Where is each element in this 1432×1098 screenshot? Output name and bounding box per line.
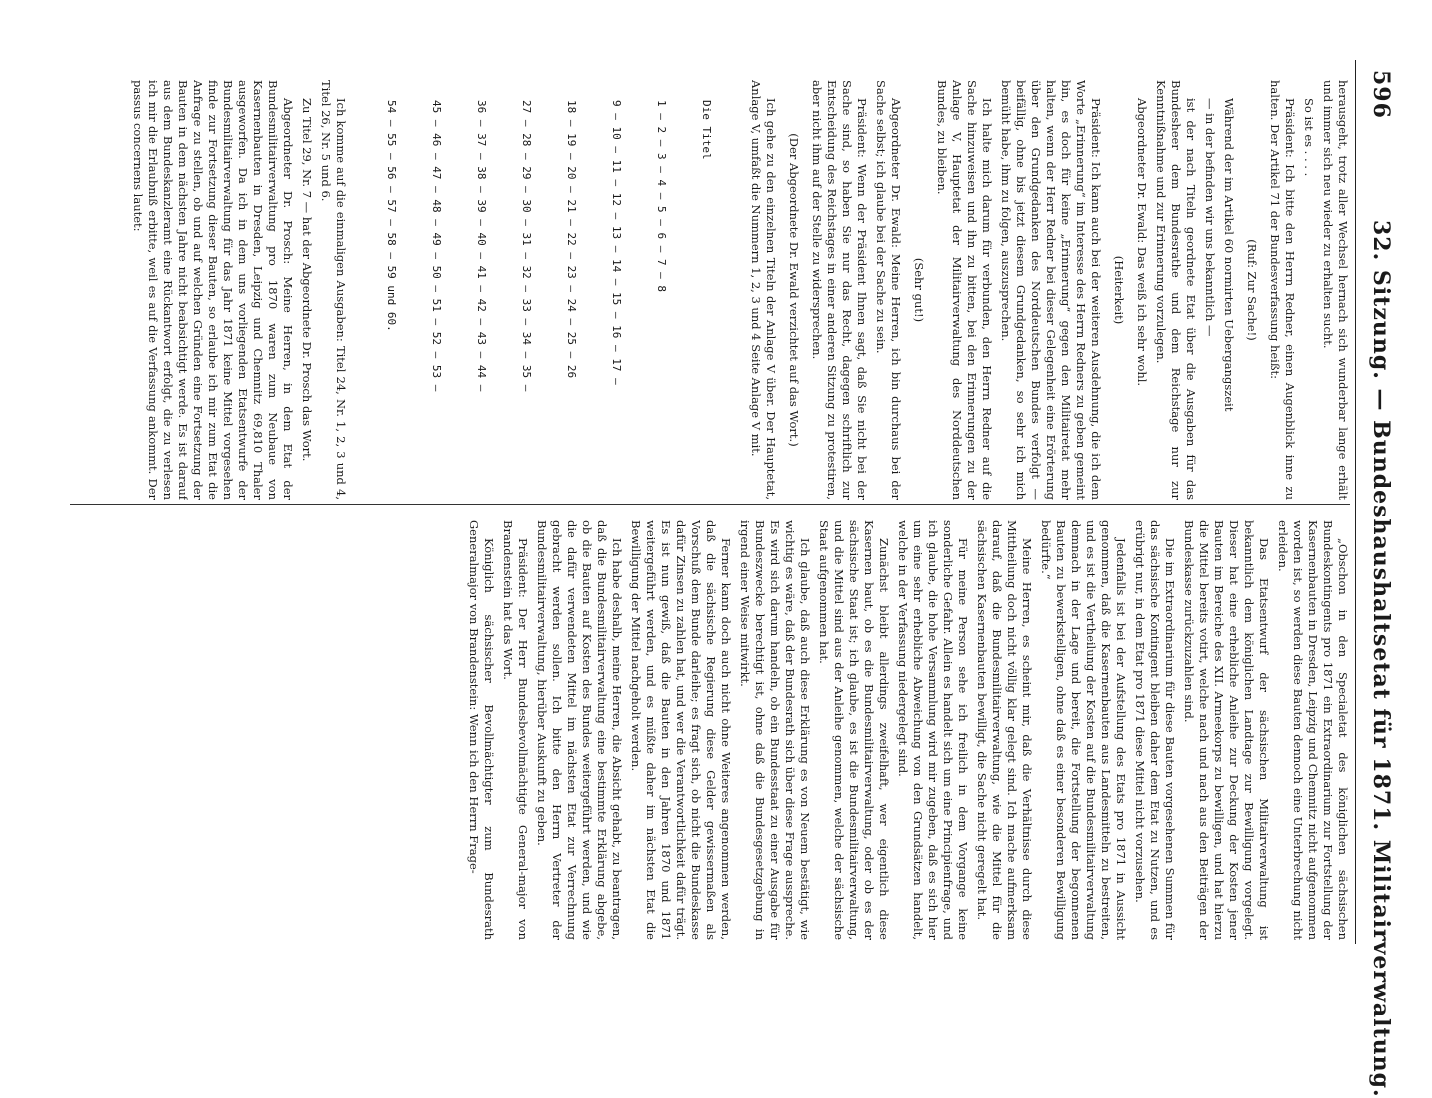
right-column — [60, 520, 1350, 940]
stage-direction: (Sehr gut!) — [912, 257, 926, 323]
quote: ist der nach Titeln geordnete Etat über die Ausgaben für das Bundesheer dem Bundesrathe und dem Reichstage nur zur Kenntnißnahme und zur Erinnerung vorzulegen. — [1154, 80, 1198, 500]
running-title: 32. Sitzung. — Bundeshaushaltsetat für 1871. Militairverwaltung. — [1368, 220, 1394, 1098]
paragraph: Ich komme auf die einmaligen Ausgaben: Titel 24, Nr. 1, 2, 3 und 4, Titel 26, Nr. 5 und 6. — [319, 80, 348, 500]
paragraph: So ist es . . . . — [1302, 98, 1316, 177]
titles-table-row: 1 — 2 — 3 — 4 — 5 — 6 — 7 — 8 — [655, 100, 668, 293]
paragraph: „Obschon in den Specialetat des königlichen sächsischen Bundeskontingents pro 1871 ein Extraordinarium zur Fortstellung der Kasernenbauten in Dresden, Leipzig und Chemnitz nicht aufgenommen worden ist, so werden diese Bauten dennoch eine Unterbrechung nicht erleiden. — [1276, 520, 1350, 940]
paragraph: Präsident: Wenn der Präsident Ihnen sagt, daß Sie nicht bei der Sache sind, so haben Sie nur das Recht, dagegen schriftlich zur Entscheidung des Reichstages in einer anderen Sitzung zu protestiren, aber nicht ihm auf der Stelle zu widersprechen. — [810, 80, 869, 500]
quote: Während der im Artikel 60 normirten Uebergangszeit — [1222, 98, 1236, 412]
paragraph: Für meine Person sehe ich freilich in dem Vorgange keine sonderliche Gefahr. Allein es handelt sich um eine Principienfrage, und ich glaube, die hohe Versammlung wird mir zugeben, daß es sich hier um eine sehr erhebliche Abweichung von den Grundsätzen handelt, welche in der Verfassung niedergelegt sind. — [896, 520, 970, 940]
titles-table-row: 45 — 46 — 47 — 48 — 49 — 50 — 51 — 52 — 53 — — [430, 100, 443, 392]
stage-direction: (Heiterkeit) — [1112, 255, 1126, 325]
paragraph: Das Etatsentwurf der sächsischen Militairverwaltung ist bekanntlich dem königlichen Landtage zur Bewilligung vorgelegt. Dieser hat eine erhebliche Anleihe zur Deckung der Kosten jener Bauten im Bereiche des XII. Armeekorps zu bewilligen, und hat hierzu die Mittel bereits votirt, welche nach und nach aus den Beiträgen der Bundeskasse zurückzuzahlen sind. — [1182, 520, 1271, 940]
paragraph: Ferner kann doch auch nicht ohne Weiteres angenommen werden, daß die sächsische Regierung diese Gelder gewissermaßen als Vorschuß dem Bunde darleihe; es fragt sich, ob nicht die Bundeskasse dafür Zinsen zu zahlen hat, und wer die Verantwortlichkeit dafür trägt. Es ist nun gewiß, daß die Bauten in den Jahren 1870 und 1871 weitergeführt werden, und es müßte daher im nächsten Etat die Bewilligung der Mittel nachgeholt werden. — [629, 520, 733, 940]
paragraph: Präsident: Ich bitte den Herrn Redner, einen Augenblick inne zu halten. Der Artikel 71 der Bundesverfassung heißt: — [1268, 80, 1297, 500]
paragraph: Präsident: Ich kann auch bei der weiteren Ausdehnung, die ich dem Worte „Erinnerung“ im Interesse des Herrn Redners zu geben gemeint bin, es doch für keine „Erinnerung“ gegen den Militairetat mehr halten, wenn der Herr Redner bei dieser Gelegenheit eine Erörterung über den Grundgedanken des Norddeutschen Bundes verfolgt — beifällig, ohne bis jetzt diesem Grundgedanken, so sehr ich mich bemüht habe, ihm zu folgen, auszusprechen. — [999, 80, 1103, 500]
paragraph: Abgeordneter Dr. Ewald: Das weiß ich sehr wohl. — [1135, 98, 1149, 387]
paragraph: Ich glaube, daß auch diese Erklärung es von Neuem bestätigt, wie wichtig es wäre, daß der Bundesrath sich über diese Frage ausspreche. Es wird sich darum handeln, ob ein Bundesstaat zu einer Ausgabe für Bundeszwecke berechtigt ist, ohne daß die Bundesgesetzgebung in irgend einer Weise mitwirkt. — [738, 520, 812, 940]
paragraph: Abgeordneter Dr. Prosch: Meine Herren, in dem Etat der Bundesmilitairverwaltung pro 1870 waren zum Neubaue von Kasernenbauten in Dresden, Leipzig und Chemnitz 69,810 Thaler ausgeworfen. Da ich in dem uns vorliegenden Etatsentwurfe der Bundesmilitairverwaltung für das Jahr 1871 keine Mittel vorgesehen finde zur Fortsetzung dieser Bauten, so erlaube ich mir zum Etat die Anfrage zu stellen, ob und auf welchen Gründen eine Fortsetzung der Bauten in dem nächsten Jahre nicht beabsichtigt werde. Es ist darauf aus dem Bundeskanzleramt eine Rückantwort erfolgt, die zu verlesen ich mir die Erlaubniß erbitte, weil es auf die Verfassung ankommt. Der passus concernens lautet: — [131, 80, 295, 500]
paragraph: Ich habe deshalb, meine Herren, die Absicht gehabt, zu beantragen, daß die Bundesmilitairverwaltung eine bestimmte Erklärung abgebe, ob die Bauten auf Kosten des Bundes weitergeführt werden, und wie die dafür verwendeten Mittel im nächsten Etat zur Verrechnung gebracht werden sollen. Ich bitte den Herrn Vertreter der Bundesmilitairverwaltung, hierüber Auskunft zu geben. — [535, 520, 624, 940]
paragraph: Ich halte mich darum für verbunden, den Herrn Redner auf die Sache hinzuweisen und ihn zu bitten, bei den Erinnerungen zu der Anlage V, Hauptetat der Militairverwaltung des Norddeutschen Bundes, zu bleiben. — [935, 80, 994, 500]
stage-direction: (Der Abgeordnete Dr. Ewald verzichtet auf das Wort.) — [787, 133, 801, 447]
stage-direction: (Ruf: Zur Sache!) — [1245, 239, 1259, 341]
page-header — [1364, 70, 1398, 1098]
titles-table-row: 36 — 37 — 38 — 39 — 40 — 41 — 42 — 43 — 44 — — [475, 100, 488, 392]
paragraph: Abgeordneter Dr. Ewald: Meine Herren, ich bin durchaus bei der Sache selbst; ich glaube bei der Sache zu sein. — [874, 80, 903, 500]
paragraph: Zunächst bleibt allerdings zweifelhaft, wer eigentlich diese Kasernen baut, ob es die Bundesmilitairverwaltung, oder ob es der sächsische Staat ist; ich glaube, es ist die Bundesmilitairverwaltung, und die Mittel sind aus der Anleihe genommen, welche der sächsische Staat aufgenommen hat. — [817, 520, 891, 940]
quote: — in der befinden wir uns bekanntlich — — [1203, 98, 1217, 337]
page-number: 596 — [1368, 70, 1394, 119]
titles-table-row: 27 — 28 — 29 — 30 — 31 — 32 — 33 — 34 — 35 — — [520, 100, 533, 392]
titles-table-row: 54 — 55 — 56 — 57 — 58 — 59 und 60. — [385, 100, 398, 332]
titles-table — [354, 100, 744, 500]
paragraph: Meine Herren, es scheint mir, daß die Verhältnisse durch diese Mittheilung doch nicht völlig klar gelegt sind. Ich mache aufmerksam darauf, daß die Bundesmilitairverwaltung, wie die Mittel für die sächsischen Kasernenbauten bewilligt, die Sache nicht geregelt hat. — [975, 520, 1034, 940]
paragraph: Die im Extraordinarium für diese Bauten vorgesehenen Summen für das sächsische Kontingent bleiben daher dem Etat zu Nutzen, und es erübrigt nur, in dem Etat pro 1871 diese Mittel nicht vorzusehen. — [1133, 520, 1177, 940]
paragraph: herausgeht, trotz aller Wechsel hernach sich wunderbar lange erhält und immer sich neu wieder zu erhalten sucht. — [1321, 80, 1350, 500]
titles-table-label: Die Titel — [700, 100, 713, 160]
titles-table-row: 9 — 10 — 11 — 12 — 13 — 14 — 15 — 16 — 17 — — [610, 100, 623, 385]
left-column — [50, 80, 1350, 500]
paragraph: Königlich sächsischer Bevollmächtigter zum Bundesrath Generalmajor von Brandenstein: Wenn ich den Herrn Frage- — [467, 520, 496, 940]
paragraph: Zu Titel 29, Nr. 7 — hat der Abgeordnete Dr. Prosch das Wort. — [300, 98, 314, 462]
header-rule — [1355, 60, 1356, 944]
column-divider — [70, 504, 1350, 505]
paragraph: Präsident: Der Herr Bundesbevollmächtigte General-major von Brandenstein hat das Wort. — [501, 520, 530, 940]
titles-table-row: 18 — 19 — 20 — 21 — 22 — 23 — 24 — 25 — 26 — [565, 100, 578, 379]
paragraph: Ich gehe zu den einzelnen Titeln der Anlage V über. Der Hauptetat, Anlage V, umfaßt die Nummern 1, 2, 3 und 4 Seite Anlage V mit. — [749, 80, 778, 500]
paragraph: Jedenfalls ist bei der Aufstellung des Etats pro 1871 in Aussicht genommen, daß die Kasernenbauten aus Landesmitteln zu bestreiten, und es ist die Vertheilung der Kosten auf die Bundesmilitairverwaltung demnach in der Lage und bereit, die Fortstellung der begonnenen Bauten zu bewerkstelligen, ohne daß es einer besonderen Bewilligung bedürfte.“ — [1039, 520, 1128, 940]
